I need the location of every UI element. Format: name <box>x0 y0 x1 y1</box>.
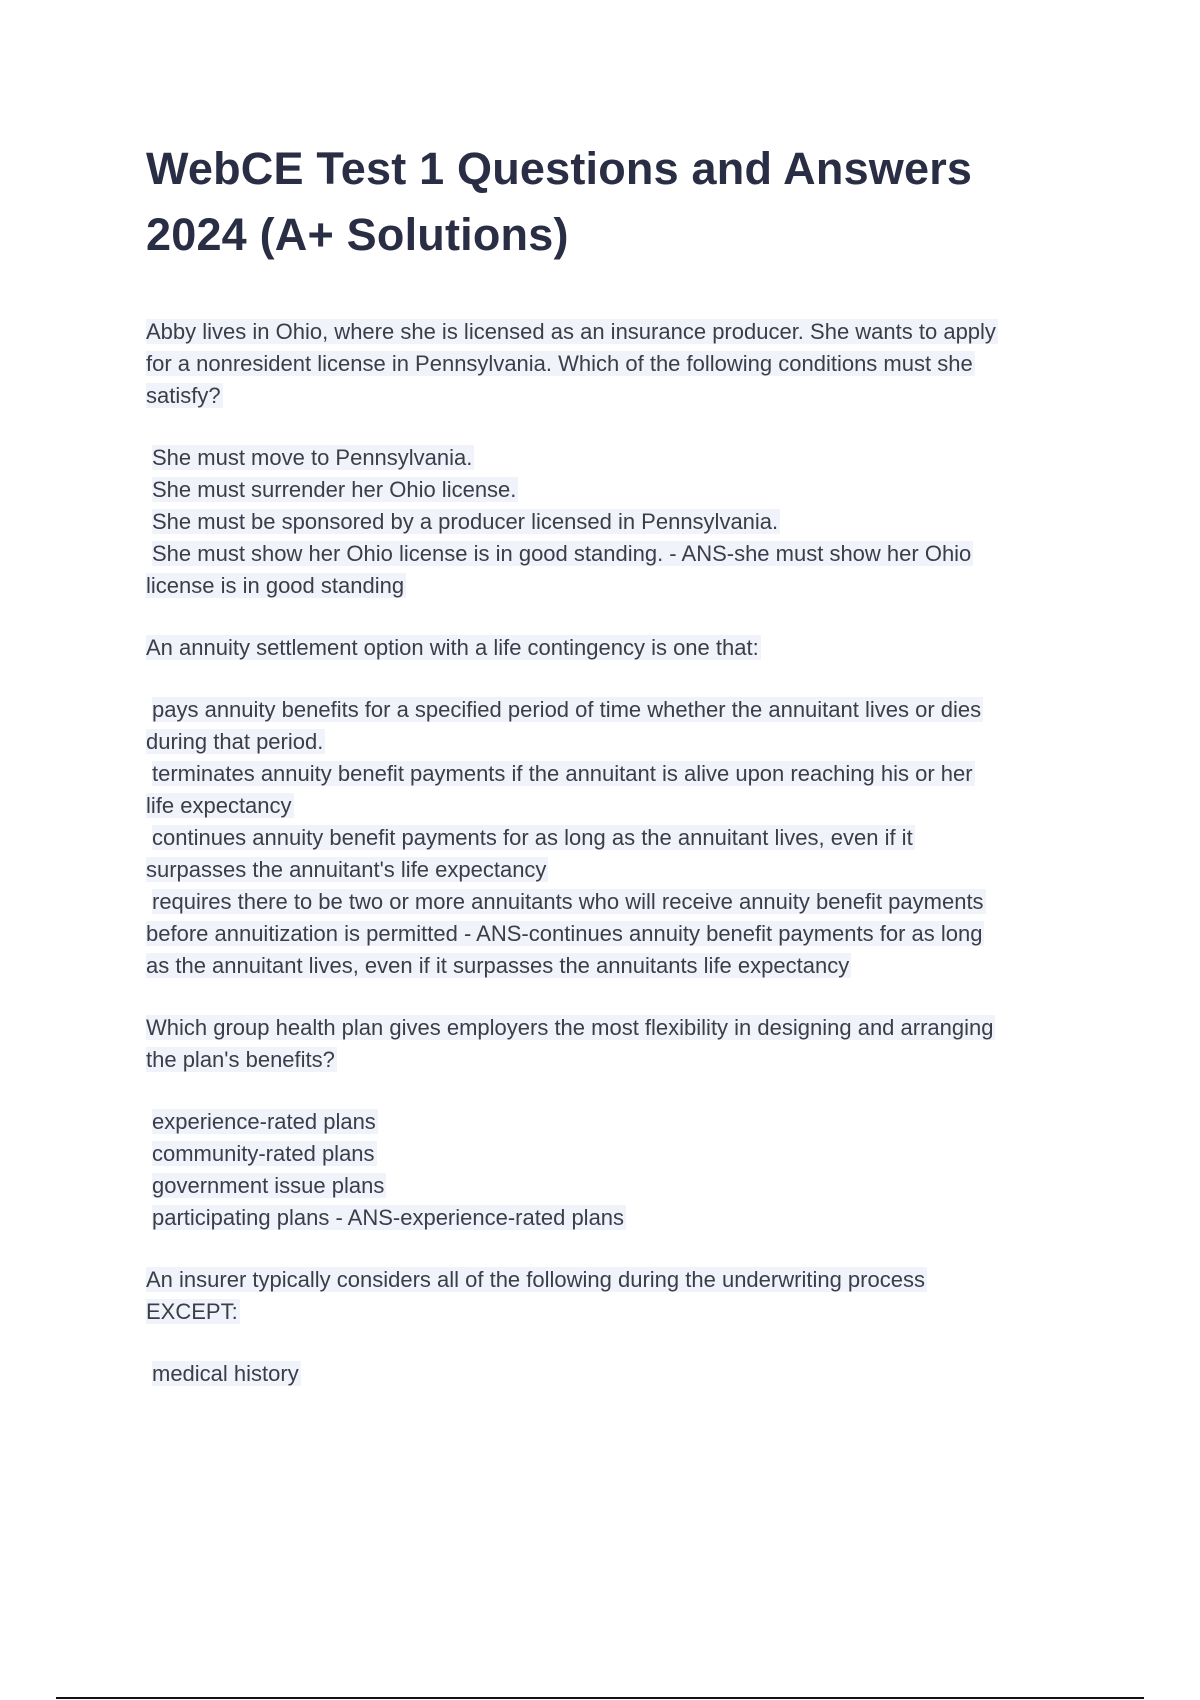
answer-options <box>146 1358 1086 1390</box>
question-text <box>146 632 1086 664</box>
option-line: participating plans - ANS-experience-rated plans <box>152 1205 625 1230</box>
option-line: She must show her Ohio license is in good standing. - ANS-she must show her Ohio <box>152 541 972 566</box>
question-line: Abby lives in Ohio, where she is licensed as an insurance producer. She wants to apply <box>146 319 996 344</box>
question-line: the plan's benefits? <box>146 1047 335 1072</box>
qa-block <box>146 1264 1086 1390</box>
option-line: continues annuity benefit payments for as long as the annuitant lives, even if it <box>152 825 913 850</box>
question-line: for a nonresident license in Pennsylvania. Which of the following conditions must she <box>146 351 973 376</box>
qa-block <box>146 316 1086 602</box>
title-line: WebCE Test 1 Questions and Answers <box>146 143 973 194</box>
question-line: An annuity settlement option with a life contingency is one that: <box>146 635 759 660</box>
option-line: pays annuity benefits for a specified period of time whether the annuitant lives or dies <box>152 697 982 722</box>
option-line: terminates annuity benefit payments if the annuitant is alive upon reaching his or her <box>152 761 973 786</box>
answer-options <box>146 1106 1086 1234</box>
option-line: license is in good standing <box>146 573 405 598</box>
answer-options <box>146 694 1086 982</box>
question-text <box>146 1012 1086 1076</box>
option-line: medical history <box>152 1361 299 1386</box>
option-line: as the annuitant lives, even if it surpasses the annuitants life expectancy <box>146 953 850 978</box>
option-line: during that period. <box>146 729 324 754</box>
option-line: experience-rated plans <box>152 1109 376 1134</box>
option-line: government issue plans <box>152 1173 385 1198</box>
option-line: community-rated plans <box>152 1141 375 1166</box>
question-text <box>146 1264 1086 1328</box>
page-bottom-rule <box>56 1697 1144 1699</box>
document-content <box>146 136 1086 1420</box>
option-line: requires there to be two or more annuitants who will receive annuity benefit payments <box>152 889 984 914</box>
qa-block <box>146 1012 1086 1234</box>
option-line: She must move to Pennsylvania. <box>152 445 473 470</box>
question-line: satisfy? <box>146 383 221 408</box>
title-line: 2024 (A+ Solutions) <box>146 209 569 260</box>
option-line: She must be sponsored by a producer licensed in Pennsylvania. <box>152 509 779 534</box>
option-line: before annuitization is permitted - ANS-continues annuity benefit payments for as long <box>146 921 983 946</box>
question-line: Which group health plan gives employers the most flexibility in designing and arranging <box>146 1015 994 1040</box>
question-text <box>146 316 1086 412</box>
option-line: surpasses the annuitant's life expectancy <box>146 857 547 882</box>
question-line: An insurer typically considers all of the following during the underwriting process <box>146 1267 925 1292</box>
qa-block <box>146 632 1086 982</box>
option-line: She must surrender her Ohio license. <box>152 477 517 502</box>
option-line: life expectancy <box>146 793 292 818</box>
question-line: EXCEPT: <box>146 1299 238 1324</box>
answer-options <box>146 442 1086 602</box>
document-title <box>146 136 1086 268</box>
